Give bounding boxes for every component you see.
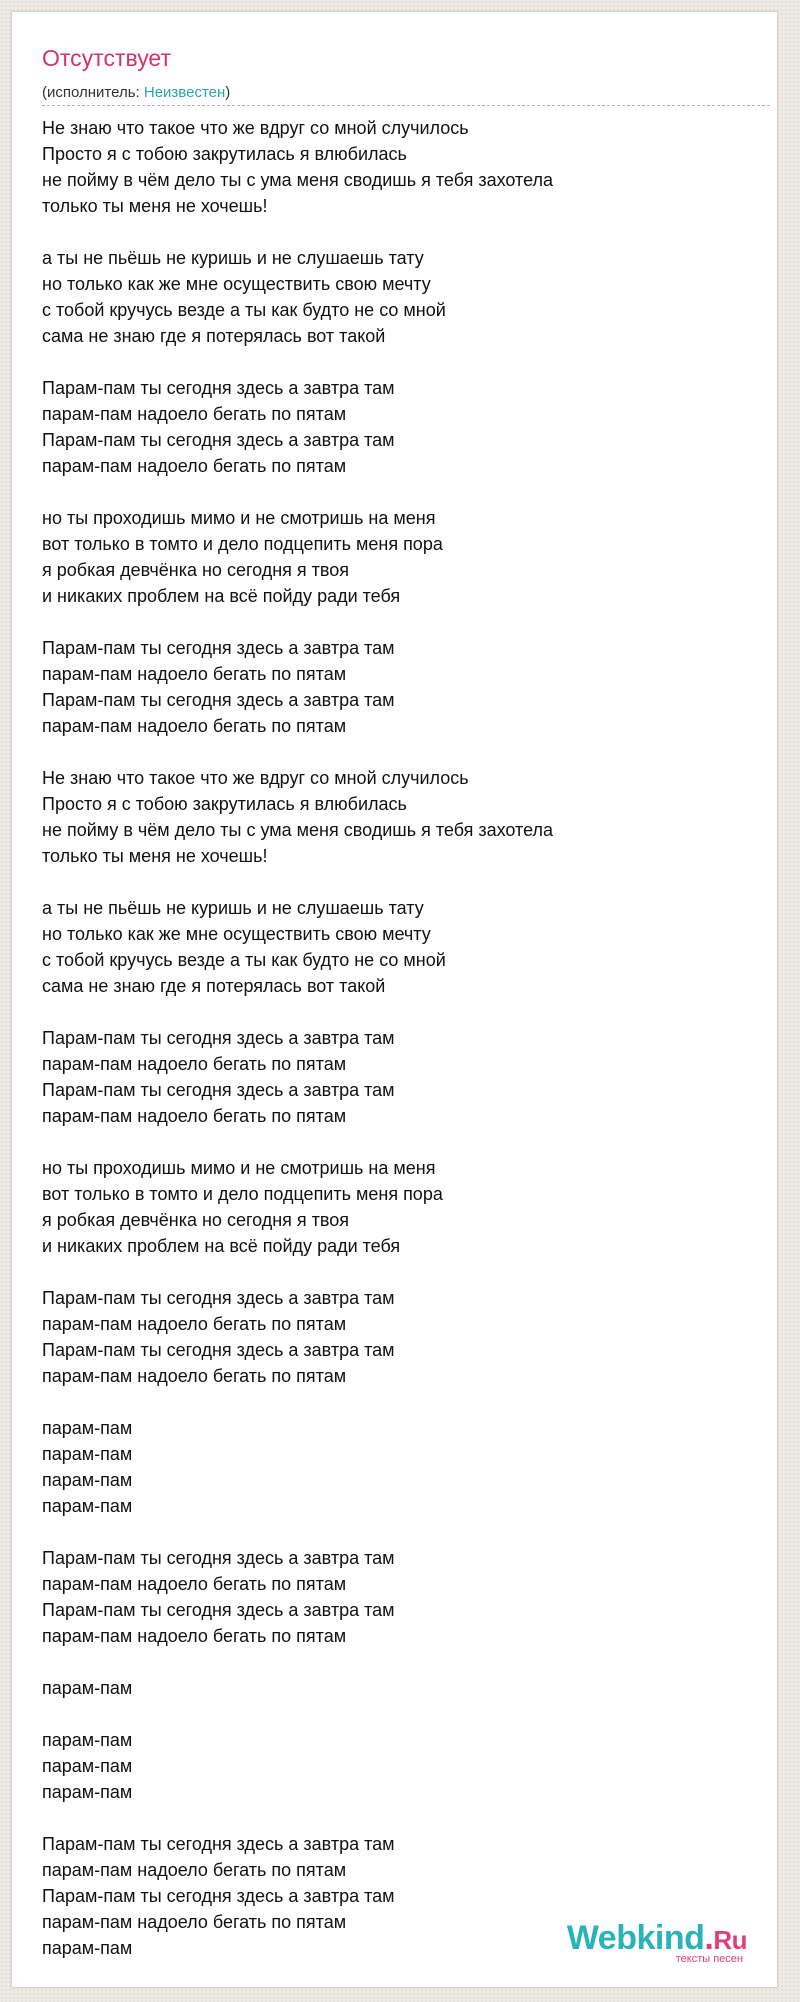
artist-prefix: (исполнитель: bbox=[42, 84, 144, 101]
lyric-line: я робкая девчёнка но сегодня я твоя bbox=[42, 1210, 350, 1230]
lyric-line: только ты меня не хочешь! bbox=[42, 196, 268, 216]
lyric-line: не пойму в чём дело ты с ума меня сводишь я тебя захотела bbox=[42, 820, 554, 840]
lyric-line: сама не знаю где я потерялась вот такой bbox=[42, 976, 386, 996]
logo-tagline: тексты песен bbox=[675, 1953, 743, 1965]
lyric-line: а ты не пьёшь не куришь и не слушаешь тату bbox=[42, 248, 424, 268]
lyrics-card bbox=[11, 11, 778, 1988]
lyric-line: Парам-пам ты сегодня здесь а завтра там bbox=[42, 1834, 395, 1854]
logo-name: Webkind bbox=[566, 1919, 705, 1957]
lyric-blank-line bbox=[42, 739, 762, 765]
lyric-blank-line bbox=[42, 1649, 762, 1675]
lyric-line: Парам-пам ты сегодня здесь а завтра там bbox=[42, 378, 395, 398]
lyric-blank-line bbox=[42, 1389, 762, 1415]
lyric-line: парам-пам надоело бегать по пятам bbox=[42, 664, 347, 684]
lyric-line: Парам-пам ты сегодня здесь а завтра там bbox=[42, 1548, 395, 1568]
lyric-line: парам-пам надоело бегать по пятам bbox=[42, 1366, 347, 1386]
lyric-line: Парам-пам ты сегодня здесь а завтра там bbox=[42, 1886, 395, 1906]
lyric-line: парам-пам bbox=[42, 1444, 133, 1464]
lyric-line: с тобой кручусь везде а ты как будто не со мной bbox=[42, 300, 446, 320]
lyric-line: парам-пам надоело бегать по пятам bbox=[42, 1106, 347, 1126]
lyric-line: парам-пам bbox=[42, 1938, 133, 1958]
lyrics-text bbox=[42, 115, 762, 1961]
lyric-line: Парам-пам ты сегодня здесь а завтра там bbox=[42, 1600, 395, 1620]
lyric-line: но только как же мне осуществить свою мечту bbox=[42, 924, 431, 944]
lyric-line: Парам-пам ты сегодня здесь а завтра там bbox=[42, 1080, 395, 1100]
lyric-line: парам-пам надоело бегать по пятам bbox=[42, 1912, 347, 1932]
lyric-line: парам-пам надоело бегать по пятам bbox=[42, 404, 347, 424]
lyric-line: парам-пам bbox=[42, 1782, 133, 1802]
lyric-line: Не знаю что такое что же вдруг со мной случилось bbox=[42, 768, 469, 788]
lyric-line: парам-пам надоело бегать по пятам bbox=[42, 1860, 347, 1880]
lyric-line: парам-пам bbox=[42, 1418, 133, 1438]
lyric-line: Просто я с тобою закрутилась я влюбилась bbox=[42, 144, 407, 164]
lyric-line: Просто я с тобою закрутилась я влюбилась bbox=[42, 794, 407, 814]
lyric-line: парам-пам bbox=[42, 1678, 133, 1698]
lyric-line: парам-пам надоело бегать по пятам bbox=[42, 716, 347, 736]
logo-dot: . bbox=[704, 1919, 714, 1957]
lyric-line: но ты проходишь мимо и не смотришь на меня bbox=[42, 508, 436, 528]
lyric-line: вот только в томто и дело подцепить меня пора bbox=[42, 1184, 443, 1204]
lyric-line: вот только в томто и дело подцепить меня пора bbox=[42, 534, 443, 554]
artist-line bbox=[42, 84, 230, 102]
lyric-blank-line bbox=[42, 1519, 762, 1545]
lyric-line: Парам-пам ты сегодня здесь а завтра там bbox=[42, 430, 395, 450]
lyric-blank-line bbox=[42, 219, 762, 245]
webkind-logo[interactable] bbox=[567, 1920, 747, 1965]
lyric-line: парам-пам bbox=[42, 1756, 133, 1776]
lyric-line: парам-пам надоело бегать по пятам bbox=[42, 1054, 347, 1074]
song-title: Отсутствует bbox=[42, 45, 171, 71]
lyric-blank-line bbox=[42, 999, 762, 1025]
lyric-line: парам-пам bbox=[42, 1496, 133, 1516]
lyric-blank-line bbox=[42, 1259, 762, 1285]
lyric-blank-line bbox=[42, 1129, 762, 1155]
title-divider bbox=[42, 105, 770, 106]
lyric-blank-line bbox=[42, 609, 762, 635]
logo-tld: Ru bbox=[713, 1925, 747, 1955]
lyric-line: Не знаю что такое что же вдруг со мной случилось bbox=[42, 118, 469, 138]
lyric-blank-line bbox=[42, 869, 762, 895]
lyric-line: не пойму в чём дело ты с ума меня сводишь я тебя захотела bbox=[42, 170, 554, 190]
lyric-blank-line bbox=[42, 479, 762, 505]
lyric-blank-line bbox=[42, 349, 762, 375]
lyric-line: парам-пам надоело бегать по пятам bbox=[42, 1314, 347, 1334]
lyric-line: Парам-пам ты сегодня здесь а завтра там bbox=[42, 1288, 395, 1308]
lyric-line: а ты не пьёшь не куришь и не слушаешь тату bbox=[42, 898, 424, 918]
lyric-blank-line bbox=[42, 1805, 762, 1831]
lyric-line: Парам-пам ты сегодня здесь а завтра там bbox=[42, 690, 395, 710]
lyric-line: парам-пам bbox=[42, 1730, 133, 1750]
artist-link[interactable]: Неизвестен bbox=[143, 84, 226, 101]
lyric-line: только ты меня не хочешь! bbox=[42, 846, 268, 866]
lyric-line: парам-пам надоело бегать по пятам bbox=[42, 456, 347, 476]
lyric-line: но ты проходишь мимо и не смотришь на меня bbox=[42, 1158, 436, 1178]
artist-suffix: ) bbox=[225, 84, 231, 101]
lyric-line: Парам-пам ты сегодня здесь а завтра там bbox=[42, 1340, 395, 1360]
lyric-line: я робкая девчёнка но сегодня я твоя bbox=[42, 560, 350, 580]
lyric-blank-line bbox=[42, 1701, 762, 1727]
lyric-line: Парам-пам ты сегодня здесь а завтра там bbox=[42, 638, 395, 658]
lyric-line: и никаких проблем на всё пойду ради тебя bbox=[42, 1236, 401, 1256]
lyric-line: и никаких проблем на всё пойду ради тебя bbox=[42, 586, 401, 606]
lyric-line: с тобой кручусь везде а ты как будто не со мной bbox=[42, 950, 446, 970]
lyric-line: но только как же мне осуществить свою мечту bbox=[42, 274, 431, 294]
lyric-line: парам-пам надоело бегать по пятам bbox=[42, 1626, 347, 1646]
lyric-line: сама не знаю где я потерялась вот такой bbox=[42, 326, 386, 346]
lyric-line: парам-пам bbox=[42, 1470, 133, 1490]
lyric-line: парам-пам надоело бегать по пятам bbox=[42, 1574, 347, 1594]
lyric-line: Парам-пам ты сегодня здесь а завтра там bbox=[42, 1028, 395, 1048]
